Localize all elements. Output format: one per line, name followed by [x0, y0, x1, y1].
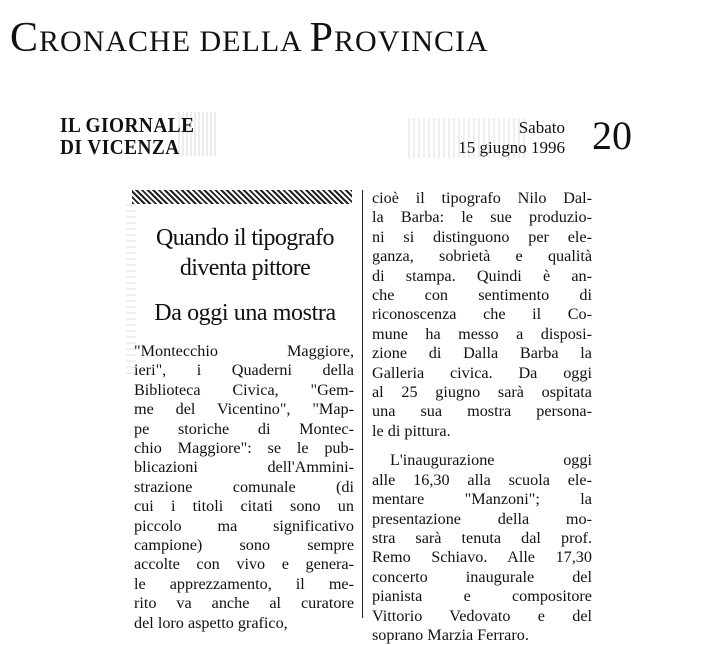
- text-line: chio Maggiore": se le pub-: [134, 439, 354, 458]
- text-line: ieri", i Quaderni della: [134, 361, 354, 380]
- section-title: [10, 14, 700, 62]
- text-line: che con sentimento di: [372, 286, 592, 305]
- article-column-left: [134, 342, 354, 633]
- text-line: la Barba: le sue produzio-: [372, 208, 592, 227]
- text-line: Galleria civica. Da oggi: [372, 363, 592, 382]
- date-weekday: Sabato: [518, 118, 565, 137]
- text-line: presentazione della mo-: [372, 509, 592, 528]
- text-line: stra sarà tenuta dal prof.: [372, 528, 592, 547]
- text-line: le di pittura.: [372, 421, 451, 440]
- text-line: ni si distinguono per ele-: [372, 227, 592, 246]
- masthead-line-1: IL GIORNALE: [60, 113, 195, 137]
- text-line: Vittorio Vedovato e del: [372, 606, 592, 625]
- text-line: una sua mostra persona-: [372, 402, 592, 421]
- masthead-line-2: DI VICENZA: [60, 135, 180, 159]
- text-line: concerto inaugurale del: [372, 567, 592, 586]
- text-line: al 25 giugno sarà ospitata: [372, 383, 592, 402]
- newspaper-masthead: [60, 114, 194, 158]
- text-line: riconoscenza che il Co-: [372, 305, 592, 324]
- text-line: me del Vicentino", "Map-: [134, 400, 354, 419]
- article-top-rule: [132, 190, 352, 204]
- article-subhead: Da oggi una mostra: [154, 300, 336, 326]
- article-column-right: [372, 189, 592, 645]
- text-line: mune ha messo a disposi-: [372, 324, 592, 343]
- article-headline: [134, 223, 356, 283]
- text-line: L'inaugurazione oggi: [390, 451, 592, 470]
- issue-date: [458, 118, 565, 158]
- text-line: strazione comunale (di: [134, 477, 354, 496]
- date-full: 15 giugno 1996: [458, 138, 565, 157]
- text-line: le apprezzamento, il me-: [134, 574, 354, 593]
- text-line: piccolo ma significativo: [134, 516, 354, 535]
- text-line: ganza, sobrietà e qualità: [372, 247, 592, 266]
- text-line: cui i titoli citati sono un: [134, 497, 354, 516]
- paragraph-gap: [372, 441, 592, 451]
- column-divider: [362, 190, 363, 618]
- text-line: blicazioni dell'Ammini-: [134, 458, 354, 477]
- section-title-initial-2: P: [309, 15, 335, 61]
- page-number: 20: [592, 113, 632, 158]
- text-line: accolte con vivo e genera-: [134, 555, 354, 574]
- text-line: mentare "Manzoni"; la: [372, 490, 592, 509]
- text-line: soprano Marzia Ferraro.: [372, 625, 529, 644]
- text-line: zione di Dalla Barba la: [372, 344, 592, 363]
- text-line: pianista e compositore: [372, 587, 592, 606]
- section-title-rest: RONACHE DELLA: [39, 25, 310, 58]
- section-title-rest-2: ROVINCIA: [334, 25, 489, 58]
- text-line: pe storiche di Montec-: [134, 419, 354, 438]
- text-line: Remo Schiavo. Alle 17,30: [372, 548, 592, 567]
- text-line: cioè il tipografo Nilo Dal-: [372, 189, 592, 207]
- text-line: di stampa. Quindi è an-: [372, 266, 592, 285]
- text-line: Biblioteca Civica, "Gem-: [134, 380, 354, 399]
- text-line: campione) sono sempre: [134, 536, 354, 555]
- text-line: "Montecchio Maggiore,: [134, 342, 354, 360]
- headline-line-2: diventa pittore: [179, 255, 311, 281]
- text-line: rito va anche al curatore: [134, 594, 354, 613]
- text-line: alle 16,30 alla scuola ele-: [372, 470, 592, 489]
- section-title-initial: C: [10, 15, 40, 61]
- text-line: del loro aspetto grafico,: [134, 613, 288, 632]
- headline-line-1: Quando il tipografo: [156, 225, 334, 251]
